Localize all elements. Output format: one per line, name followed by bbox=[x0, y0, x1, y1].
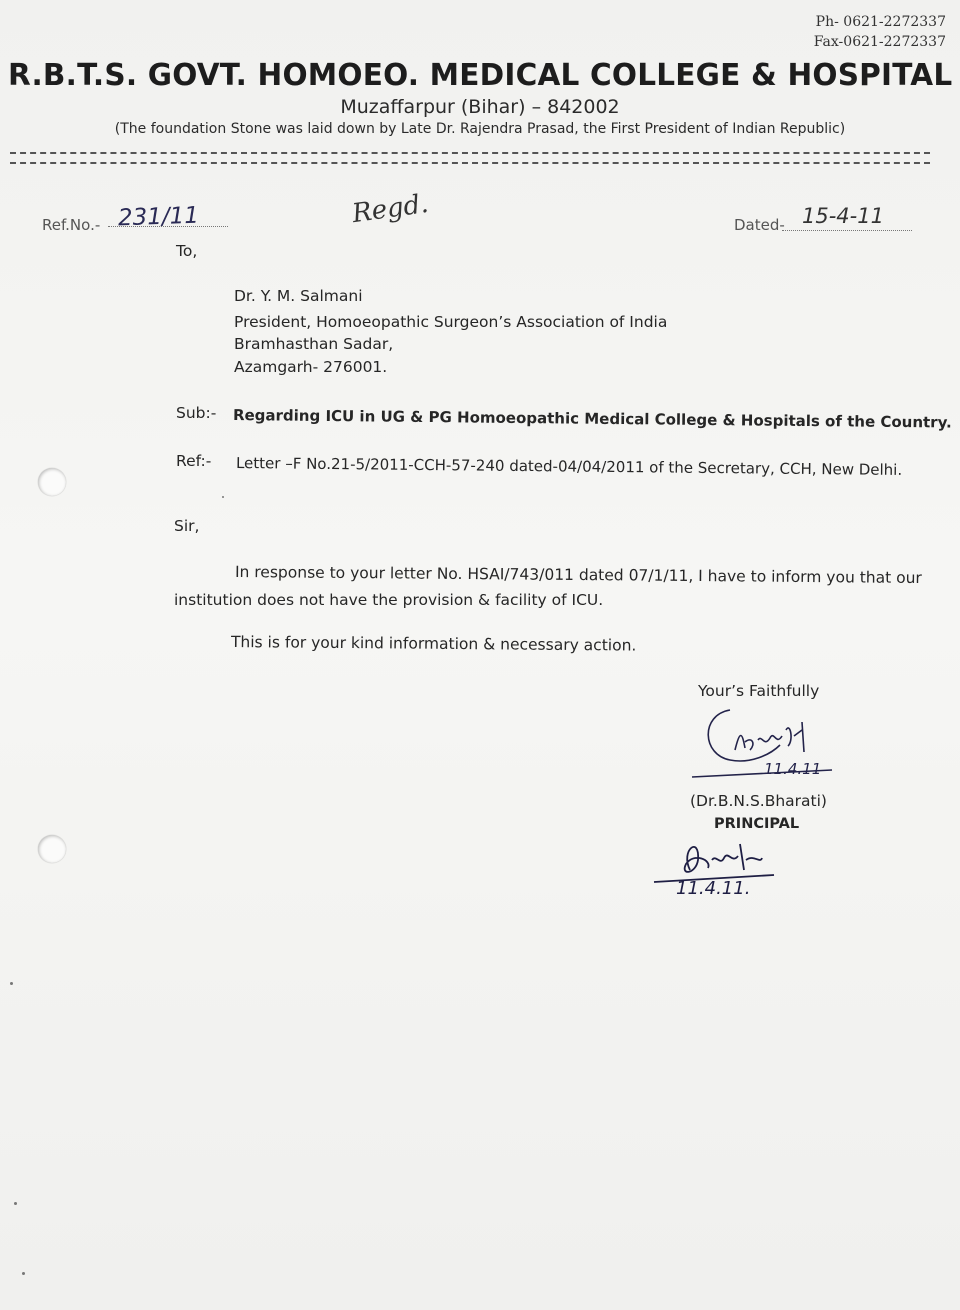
paper-speck bbox=[14, 1202, 17, 1205]
valediction: Your’s Faithfully bbox=[698, 682, 820, 700]
punch-hole-bottom bbox=[38, 835, 66, 863]
dated-line bbox=[782, 230, 912, 231]
to-label: To, bbox=[176, 242, 198, 260]
signatory-designation: PRINCIPAL bbox=[714, 816, 800, 832]
signatory-name: (Dr.B.N.S.Bharati) bbox=[690, 792, 827, 810]
reference-label: Ref:- bbox=[176, 452, 212, 470]
punch-hole-top bbox=[38, 468, 66, 496]
addressee-title: President, Homoeopathic Surgeon’s Association of India bbox=[234, 313, 668, 331]
paper-speck bbox=[22, 1272, 25, 1275]
subject-label: Sub:- bbox=[176, 404, 217, 422]
paper-speck bbox=[10, 982, 13, 985]
second-signature-date: 11.4.11. bbox=[676, 878, 751, 899]
fax-number: Fax-0621-2272337 bbox=[813, 34, 946, 50]
header-divider bbox=[10, 152, 930, 164]
reference-text: Letter –F No.21-5/2011-CCH-57-240 dated-04/04/2011 of the Secretary, CCH, New Delhi. bbox=[235, 454, 903, 479]
foundation-note: (The foundation Stone was laid down by Late Dr. Rajendra Prasad, the First President of Indian Republic) bbox=[114, 121, 846, 137]
signature-date: 11.4.11 bbox=[764, 760, 822, 778]
dated-value: 15-4-11 bbox=[802, 204, 884, 228]
paper-speck bbox=[222, 496, 224, 498]
body-paragraph-line-2: institution does not have the provision & facility of ICU. bbox=[174, 591, 604, 609]
addressee-city: Azamgarh- 276001. bbox=[234, 358, 388, 376]
salutation: Sir, bbox=[174, 517, 200, 535]
addressee-name: Dr. Y. M. Salmani bbox=[234, 287, 363, 305]
ref-number-value: 231/11 bbox=[117, 202, 200, 232]
phone-number: Ph- 0621-2272337 bbox=[815, 14, 946, 30]
subject-text: Regarding ICU in UG & PG Homoeopathic Medical College & Hospitals of the Country. bbox=[232, 406, 952, 432]
institution-address: Muzaffarpur (Bihar) – 842002 bbox=[340, 96, 620, 118]
ref-number-label: Ref.No.- bbox=[42, 216, 101, 234]
institution-name: R.B.T.S. GOVT. HOMOEO. MEDICAL COLLEGE & HOSPITAL bbox=[8, 58, 953, 93]
body-paragraph-2: This is for your kind information & necessary action. bbox=[230, 633, 637, 655]
body-paragraph-line-1: In response to your letter No. HSAI/743/011 dated 07/1/11, I have to inform you that our bbox=[234, 563, 922, 587]
addressee-street: Bramhasthan Sadar, bbox=[234, 335, 394, 353]
dated-label: Dated- bbox=[734, 216, 785, 234]
regd-mark: Regd. bbox=[350, 188, 431, 230]
